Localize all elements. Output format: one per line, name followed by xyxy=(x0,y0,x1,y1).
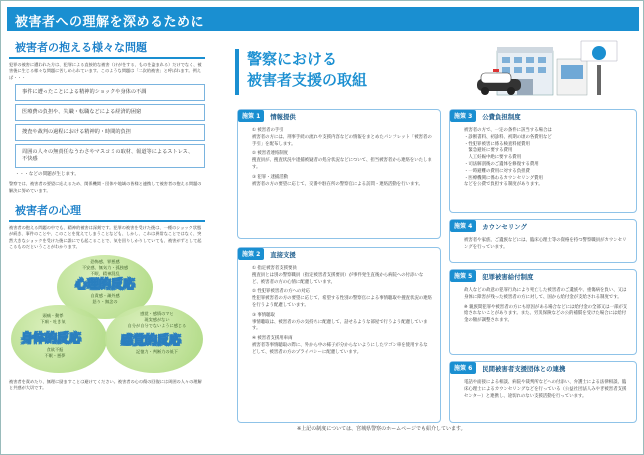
venn-left-sub: 食欲不振 不眠・悪夢 xyxy=(44,346,66,358)
section-title-problems: 被害者の抱える様々な問題 xyxy=(9,37,205,59)
main-title xyxy=(235,49,445,95)
measure-3-headline: 公費負担制度 xyxy=(482,112,521,121)
top-banner: 被害者への理解を深めるために xyxy=(7,7,639,31)
measure-item: ② 性犯罪被害者の方への対応 性犯罪被害者の方の要望に応じて、希望する性別の警察官による事情聴取や捜査状況の連絡を行うよう配慮しています。 xyxy=(252,289,432,308)
measure-6-body xyxy=(450,374,636,407)
problems-outro: 警察では、被害者の要望に応えるため、関係機関・団体や地域の皆様と連携して被害者の抱える問題の解決に努めています。 xyxy=(9,181,202,193)
measure-6-tag: 施策 6 xyxy=(450,362,476,374)
measure-card-2 xyxy=(237,247,441,423)
section-title-psychology: 被害者の心理 xyxy=(9,200,205,222)
problem-item: 捜査や裁判の過程における精神的・時間的負担 xyxy=(15,124,205,141)
measure-3-tag: 施策 3 xyxy=(450,110,476,122)
measure-item: ※ 親族間犯罪や被害者の方にも原因がある場合などには給付金の全部又は一部が支給されないことがあります。また、労災保険などの公的補償を受けた場合には給付金の額が調整されます。 xyxy=(464,304,628,324)
venn-right-label: 感覚的反応 xyxy=(121,332,182,347)
police-station-illustration xyxy=(477,35,625,97)
measure-5-body xyxy=(450,282,636,332)
measure-item: ④ 被害者支援用車両 被害者等事情聴取の際に、外から中の様子が分からないようにしたワゴン車を使用するなどして、被害者の方のプライバシーに配慮しています。 xyxy=(252,336,428,355)
problems-intro: 犯罪の被害に遭われた方は、犯罪による直接的な被害（けがをする、ものを盗まれる）だけでなく、被害後に生じる様々な問題に苦しめられています。このような問題は「二次的被害」と呼ばれます。例えば・・・ xyxy=(9,62,202,80)
measure-item: 電話や面接による相談、病院や裁判所などへの付添い、弁護士による法律相談、臨床心理士によるカウンセリングなどを行っている（公益社団法人みやぎ被害者支援センター）と連携し、途切れのない支援活動を行っています。 xyxy=(464,380,627,399)
footnote: ※上記の制度については、宮城県警察のホームページでも紹介しています。 xyxy=(297,426,466,432)
psychology-outro: 被害者を責めたり、無理に励ますことは避けてください。被害者の心の傷の回復には周囲の人々の理解と共感が大切です。 xyxy=(9,378,202,391)
measure-4-body xyxy=(450,232,636,259)
measure-3-header xyxy=(450,110,636,122)
measure-2-body xyxy=(238,260,440,364)
measure-item: ② 被害者連絡制度 捜査員が、捜査状況や逮捕被疑者の処分状況などについて、担当被害者から連絡をいたします。 xyxy=(252,151,432,170)
measure-1-body xyxy=(238,122,440,195)
venn-left-label: 身体的反応 xyxy=(21,330,82,345)
measure-card-3 xyxy=(449,109,637,213)
main-title-line2: 被害者支援の取組 xyxy=(247,71,368,89)
main-title-line1: 警察における xyxy=(247,50,338,68)
measure-1-header xyxy=(238,110,440,122)
venn-top-list: 恐怖感、罪悪感 不安感、無気力・孤独感 不眠、精神混乱 xyxy=(81,258,129,276)
left-column xyxy=(9,37,205,449)
measure-1-tag: 施策 1 xyxy=(238,110,264,122)
problem-item: 事件に遭ったことによる精神的ショックや身体の不調 xyxy=(15,84,205,101)
problem-item: 周囲の人々の無責任なうわさやマスコミの取材、報道等によるストレス、不快感 xyxy=(15,144,205,168)
measure-card-5 xyxy=(449,269,637,355)
measure-6-header xyxy=(450,362,636,374)
measure-2-headline: 直接支援 xyxy=(270,250,296,259)
measure-card-6 xyxy=(449,361,637,423)
measure-item: ③ 犯罪・逮捕活動 被害者の方の要望に応じて、交番や駐在所の警察官による訪問・連絡活動を行います。 xyxy=(252,174,423,187)
measure-2-header xyxy=(238,248,440,260)
measure-5-headline: 犯罪被害給付制度 xyxy=(482,272,534,281)
venn-top-sub: 自責感・疎外感 怒り・無念の xyxy=(90,292,120,304)
measure-item: ① 被害者の手引 被害者の方には、刑事手続の流れや支援内容などの情報をまとめたパンフレット「被害者の手引」を配布します。 xyxy=(252,128,432,147)
venn-left-list: 頭痛・動悸 下痢・吐き気 xyxy=(40,312,66,324)
measure-card-4 xyxy=(449,219,637,263)
measure-4-tag: 施策 4 xyxy=(450,220,476,232)
measure-item: 被害者や家族、ご遺族などには、臨床心理士等の資格を持つ警察職員がカウンセリングを行っています。 xyxy=(464,238,627,250)
reaction-venn-diagram xyxy=(9,255,205,377)
measure-4-header xyxy=(450,220,636,232)
measure-3-body xyxy=(450,122,636,196)
measure-item: ① 指定被害者支援要員 捜査員とは別の警察職員（指定被害者支援要員）が事件発生直後から病院への付添いなど、被害者の方の心情に配慮しています。 xyxy=(252,266,424,285)
psychology-intro: 被害者の抱える問題の中でも、精神的被害は深刻です。犯罪の被害を受けた後は、一種のショック状態が続き、事件のことや、このことを覚えてしまうことなども、しかし、これは異常なことではなく、突然大きなショックを受けた後に誰にでも起こることで、気を回りしかりしていても、被害がずとして起こるものだということがわかります。 xyxy=(9,225,202,250)
measure-2-tag: 施策 2 xyxy=(238,248,264,260)
measure-5-header xyxy=(450,270,636,282)
measure-4-headline: カウンセリング xyxy=(482,222,527,231)
venn-right-list: 感覚・感情のマヒ 現実感がない 自分が自分でないように感じる xyxy=(127,310,187,328)
measure-5-tag: 施策 5 xyxy=(450,270,476,282)
measure-card-1 xyxy=(237,109,441,239)
measure-item: 故人などの故意の犯罪行為により死亡した被害者のご遺族や、重傷病を負い、又は身体に障害が残った被害者の方に対して、国から給付金が支給される制度です。 xyxy=(464,288,627,300)
measure-item: 被害者の方で、一定の条件に該当する場合は ・診断書料、初診料、初期の頃の各費用など ・性犯罪被害に係る検査料経費用 緊急避妊に要する費用 人工妊娠中絶に要する費用 ・司法解剖後のご遺体を修復する費用 ・一時避難の費用に対する負担費 ・医療機関に係わるカウンセリング費用 などを公費で負担する制度があります。 xyxy=(464,128,552,188)
problems-etc: ・・・などの問題が生じます。 xyxy=(15,172,79,178)
venn-right-sub: 記憶力・判断力の低下 xyxy=(136,348,178,354)
venn-top-label: 心理的反応 xyxy=(75,276,136,291)
measure-6-headline: 民間被害者支援団体との連携 xyxy=(482,364,566,373)
problem-item: 医療費の負担や、失職・転職などによる経済的困窮 xyxy=(15,104,205,121)
measure-item: ③ 事情聴取 事情聴取は、被害者の方の気持ちに配慮して、話せるような部屋で行うよう配慮しています。 xyxy=(252,312,428,332)
measure-1-headline: 情報提供 xyxy=(270,112,296,121)
